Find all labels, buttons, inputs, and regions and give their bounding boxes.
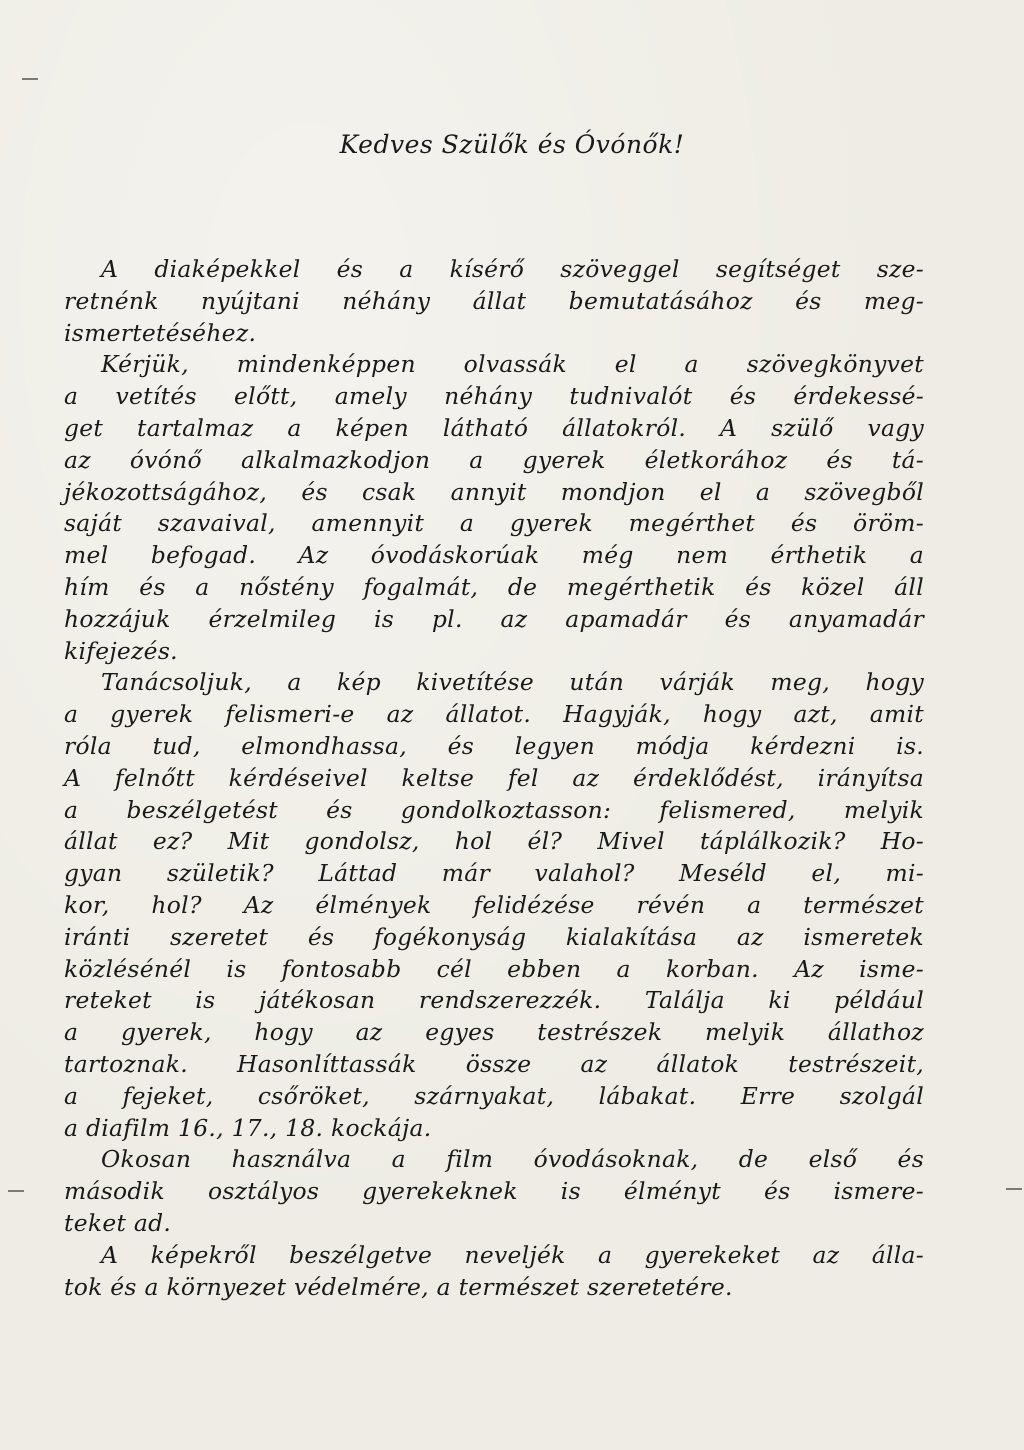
paragraph bbox=[64, 667, 924, 1144]
letter-body bbox=[64, 254, 924, 1303]
text-line: saját szavaival, amennyit a gyerek megérthet és öröm- bbox=[64, 509, 924, 538]
text-line: tok és a környezet védelmére, a természet szeretetére. bbox=[64, 1272, 733, 1301]
text-line: kor, hol? Az élmények felidézése révén a természet bbox=[64, 890, 924, 919]
text-line: a gyerek felismeri-e az állatot. Hagyják, hogy azt, amit bbox=[64, 700, 924, 729]
margin-dash bbox=[1006, 1188, 1022, 1190]
text-line: hozzájuk érzelmileg is pl. az apamadár és anyamadár bbox=[64, 604, 924, 633]
page-title: Kedves Szülők és Óvónők! bbox=[339, 130, 685, 159]
text-line: állat ez? Mit gondolsz, hol él? Mivel táplálkozik? Ho- bbox=[64, 827, 924, 856]
text-line: A diaképekkel és a kísérő szöveggel segítséget sze- bbox=[101, 255, 924, 283]
text-line: teket ad. bbox=[64, 1208, 172, 1237]
text-line: közlésénél is fontosabb cél ebben a korban. Az isme- bbox=[64, 954, 924, 983]
text-line: retnénk nyújtani néhány állat bemutatásához és meg- bbox=[64, 286, 924, 315]
text-line: a fejeket, csőröket, szárnyakat, lábakat. Erre szolgál bbox=[64, 1081, 924, 1110]
text-line: Kérjük, mindenképpen olvassák el a szövegkönyvet bbox=[101, 350, 924, 379]
text-line: az óvónő alkalmazkodjon a gyerek életkorához és tá- bbox=[64, 445, 924, 474]
paragraph bbox=[64, 1240, 924, 1304]
text-line: kifejezés. bbox=[64, 636, 178, 665]
paragraph bbox=[64, 1144, 924, 1239]
text-line: második osztályos gyerekeknek is élményt és ismere- bbox=[64, 1177, 924, 1206]
text-line: jékozottságához, és csak annyit mondjon el a szövegből bbox=[64, 477, 924, 506]
text-line: hím és a nőstény fogalmát, de megérthetik és közel áll bbox=[64, 572, 924, 601]
text-line: tartoznak. Hasonlíttassák össze az állatok testrészeit, bbox=[64, 1049, 924, 1078]
text-line: ismertetéséhez. bbox=[64, 318, 257, 347]
text-line: A képekről beszélgetve neveljék a gyerekeket az álla- bbox=[101, 1240, 924, 1269]
margin-dash bbox=[8, 1190, 24, 1192]
text-line: Okosan használva a film óvodásoknak, de első és bbox=[101, 1145, 924, 1174]
text-line: iránti szeretet és fogékonyság kialakítása az ismeretek bbox=[64, 922, 924, 951]
text-line: a beszélgetést és gondolkoztasson: felismered, melyik bbox=[64, 795, 924, 824]
text-line: a vetítés előtt, amely néhány tudnivalót és érdekessé- bbox=[64, 382, 924, 411]
paragraph bbox=[64, 349, 924, 667]
text-line: A felnőtt kérdéseivel keltse fel az érdeklődést, irányítsa bbox=[64, 763, 924, 792]
text-line: a gyerek, hogy az egyes testrészek melyik állathoz bbox=[64, 1018, 924, 1047]
text-line: Tanácsoljuk, a kép kivetítése után várják meg, hogy bbox=[101, 668, 924, 697]
paragraph bbox=[64, 254, 924, 349]
text-line: mel befogad. Az óvodáskorúak még nem érthetik a bbox=[64, 541, 924, 570]
margin-dash bbox=[22, 78, 38, 80]
text-line: róla tud, elmondhassa, és legyen módja kérdezni is. bbox=[64, 731, 924, 760]
text-line: reteket is játékosan rendszerezzék. Találja ki például bbox=[64, 986, 924, 1015]
text-line: a diafilm 16., 17., 18. kockája. bbox=[64, 1113, 432, 1142]
text-line: get tartalmaz a képen látható állatokról. A szülő vagy bbox=[64, 413, 924, 442]
text-line: gyan születik? Láttad már valahol? Meséld el, mi- bbox=[64, 859, 924, 888]
